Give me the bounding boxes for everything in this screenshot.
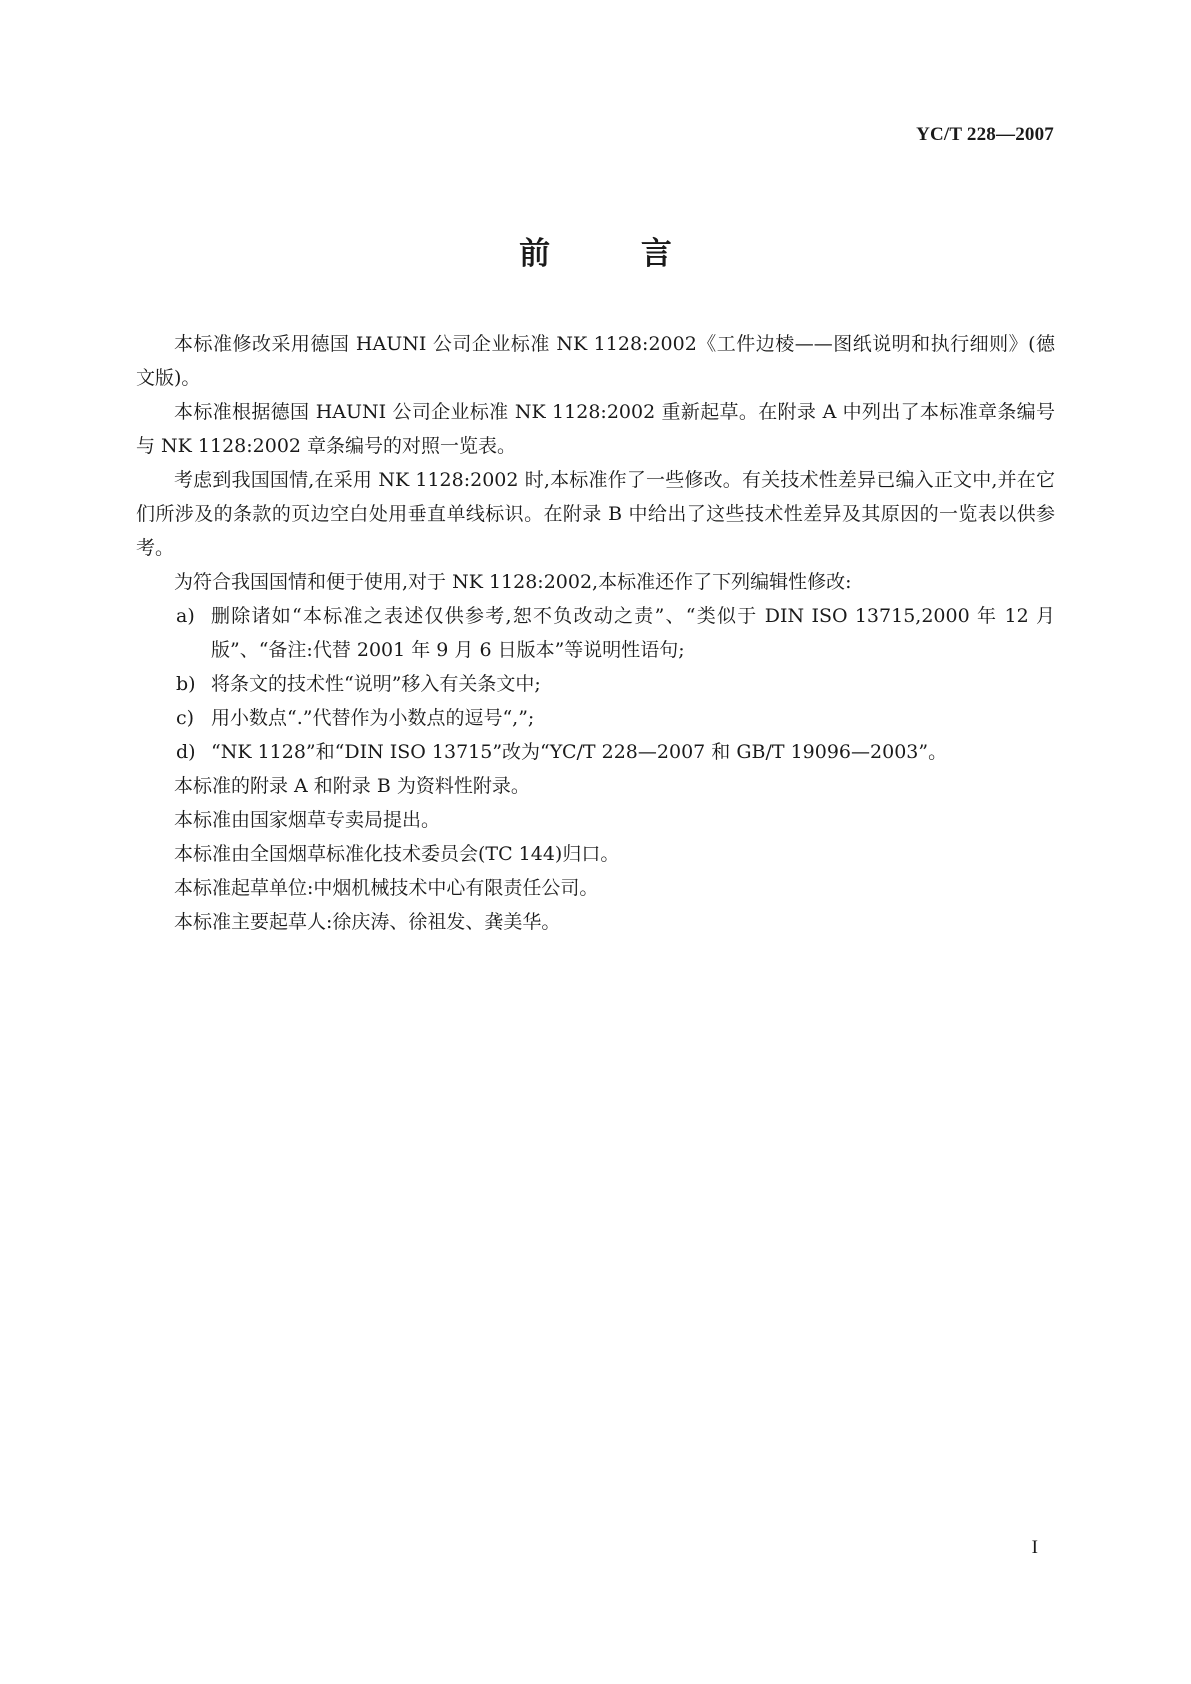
list-item-label: a) (176, 605, 195, 627)
list-item-text: “NK 1128”和“DIN ISO 13715”改为“YC/T 228—2007 和 GB/T 19096—2003”。 (211, 741, 948, 763)
list-item-text: 删除诸如“本标准之表述仅供参考,恕不负改动之责”、“类似于 DIN ISO 13715,2000 年 12 月版”、“备注:代替 2001 年 9 月 6 日版本”等说明性语句; (211, 605, 1055, 661)
paragraph-redrafting: 本标准根据德国 HAUNI 公司企业标准 NK 1128:2002 重新起草。在附录 A 中列出了本标准章条编号与 NK 1128:2002 章条编号的对照一览表。 (136, 401, 1055, 457)
list-item-label: b) (176, 673, 196, 695)
list-item (136, 667, 1055, 701)
list-item-label: d) (176, 741, 196, 763)
statement-committee: 本标准由全国烟草标准化技术委员会(TC 144)归口。 (174, 843, 620, 865)
list-item-text: 用小数点“.”代替作为小数点的逗号“,”; (211, 707, 535, 729)
page-number: I (1031, 1537, 1038, 1558)
statement-proposer: 本标准由国家烟草专卖局提出。 (174, 809, 441, 831)
preface-body (136, 327, 1055, 939)
statement-appendices: 本标准的附录 A 和附录 B 为资料性附录。 (174, 775, 530, 797)
list-item (136, 735, 1055, 769)
list-item-label: c) (176, 707, 195, 729)
paragraph-modifications: 考虑到我国国情,在采用 NK 1128:2002 时,本标准作了一些修改。有关技术性差异已编入正文中,并在它们所涉及的条款的页边空白处用垂直单线标识。在附录 B 中给出了这些技术性差异及其原因的一览表以供参考。 (136, 469, 1055, 559)
statement-drafters: 本标准主要起草人:徐庆涛、徐祖发、龚美华。 (174, 911, 561, 933)
paragraph-adoption: 本标准修改采用德国 HAUNI 公司企业标准 NK 1128:2002《工件边棱——图纸说明和执行细则》(德文版)。 (136, 333, 1055, 389)
editorial-edits-list (136, 599, 1055, 769)
statement-drafting-unit: 本标准起草单位:中烟机械技术中心有限责任公司。 (174, 877, 599, 899)
page-title: 前 言 (519, 236, 712, 272)
list-item (136, 701, 1055, 735)
standard-code: YC/T 228—2007 (916, 124, 1054, 145)
list-item-text: 将条文的技术性“说明”移入有关条文中; (211, 673, 541, 695)
list-item (136, 599, 1055, 667)
paragraph-editorial-intro: 为符合我国国情和便于使用,对于 NK 1128:2002,本标准还作了下列编辑性修改: (174, 571, 852, 593)
